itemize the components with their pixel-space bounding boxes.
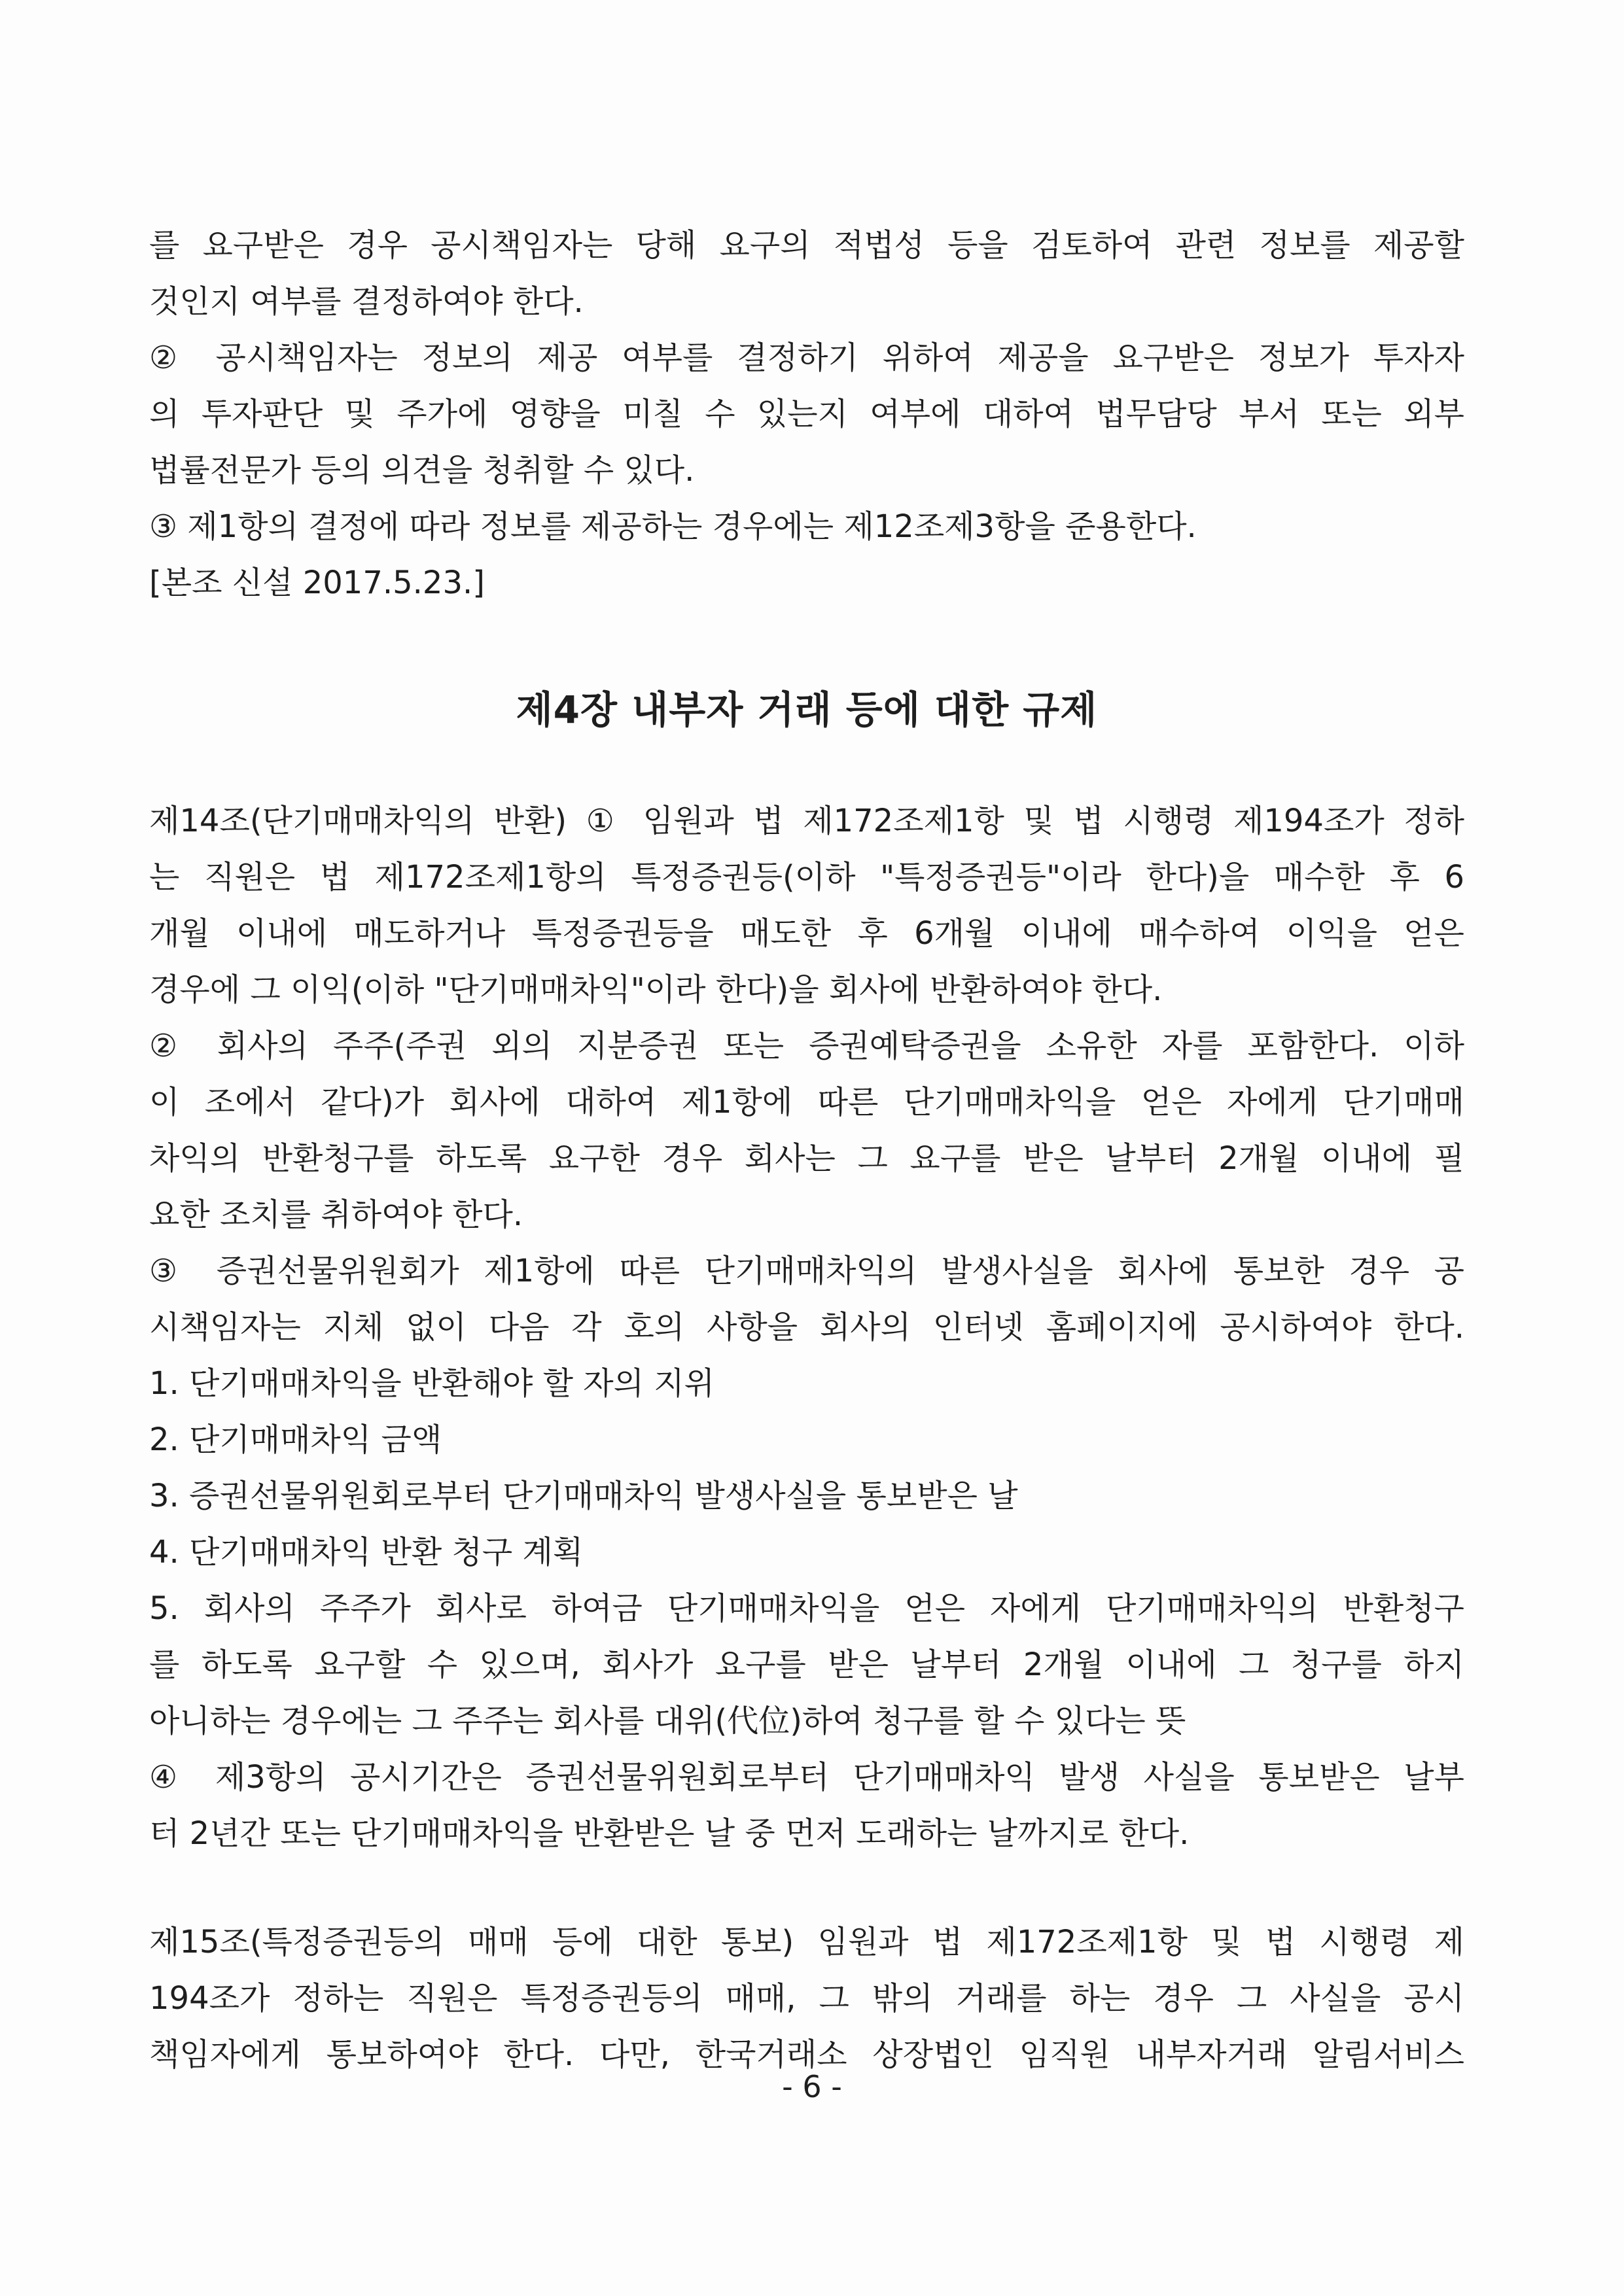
text-line: 법률전문가 등의 의견을 청취할 수 있다. <box>149 452 695 489</box>
page-number: - 6 - <box>782 2069 842 2104</box>
text-line: ② 공시책임자는 정보의 제공 여부를 결정하기 위하여 제공을 요구받은 정보가 투자자 <box>149 339 1464 376</box>
list-item: 5. 회사의 주주가 회사로 하여금 단기매매차익을 얻은 자에게 단기매매차익의 반환청구 <box>149 1590 1464 1627</box>
text-line: 를 요구받은 경우 공시책임자는 당해 요구의 적법성 등을 검토하여 관련 정보를 제공할 <box>149 227 1464 264</box>
text-line: 는 직원은 법 제172조제1항의 특정증권등(이하 "특정증권등"이라 한다)을 매수한 후 6 <box>149 859 1464 896</box>
text-line: 제15조(특정증권등의 매매 등에 대한 통보) 임원과 법 제172조제1항 및 법 시행령 제 <box>149 1924 1464 1960</box>
text-line: 제14조(단기매매차익의 반환) ① 임원과 법 제172조제1항 및 법 시행령 제194조가 정하 <box>149 803 1464 839</box>
text-line: ③ 제1항의 결정에 따라 정보를 제공하는 경우에는 제12조제3항을 준용한다. <box>149 508 1197 545</box>
text-line: ④ 제3항의 공시기간은 증권선물위원회로부터 단기매매차익 발생 사실을 통보받은 날부 <box>149 1759 1464 1796</box>
text-line: ③ 증권선물위원회가 제1항에 따른 단기매매차익의 발생사실을 회사에 통보한 경우 공 <box>149 1253 1464 1289</box>
text-line: 아니하는 경우에는 그 주주는 회사를 대위(代位)하여 청구를 할 수 있다는 뜻 <box>149 1703 1186 1739</box>
article-15 <box>149 1914 1464 2083</box>
list-item: 3. 증권선물위원회로부터 단기매매차익 발생사실을 통보받은 날 <box>149 1478 1018 1514</box>
list-item: 2. 단기매매차익 금액 <box>149 1421 442 1458</box>
text-line: 터 2년간 또는 단기매매차익을 반환받은 날 중 먼저 도래하는 날까지로 한다. <box>149 1815 1190 1852</box>
list-item: 4. 단기매매차익 반환 청구 계획 <box>149 1534 584 1571</box>
text-line: 194조가 정하는 직원은 특정증권등의 매매, 그 밖의 거래를 하는 경우 그 사실을 공시 <box>149 1980 1464 2017</box>
text-line: 이 조에서 같다)가 회사에 대하여 제1항에 따른 단기매매차익을 얻은 자에게 단기매매 <box>149 1084 1464 1121</box>
text-line: 요한 조치를 취하여야 한다. <box>149 1196 523 1233</box>
text-line: 경우에 그 이익(이하 "단기매매차익"이라 한다)을 회사에 반환하여야 한다. <box>149 971 1163 1008</box>
text-line: 차익의 반환청구를 하도록 요구한 경우 회사는 그 요구를 받은 날부터 2개월 이내에 필 <box>149 1140 1464 1177</box>
chapter-title: 제4장 내부자 거래 등에 대한 규제 <box>516 687 1098 732</box>
section-continuation <box>149 217 1464 611</box>
text-line: ② 회사의 주주(주권 외의 지분증권 또는 증권예탁증권을 소유한 자를 포함한다. 이하 <box>149 1028 1464 1064</box>
article-14 <box>149 793 1464 1862</box>
list-item: 1. 단기매매차익을 반환해야 할 자의 지위 <box>149 1365 715 1402</box>
text-line: [본조 신설 2017.5.23.] <box>149 565 485 601</box>
text-line: 것인지 여부를 결정하여야 한다. <box>149 283 584 320</box>
text-line: 의 투자판단 및 주가에 영향을 미칠 수 있는지 여부에 대하여 법무담당 부서 또는 외부 <box>149 396 1464 432</box>
text-line: 책임자에게 통보하여야 한다. 다만, 한국거래소 상장법인 임직원 내부자거래 알림서비스 <box>149 2036 1464 2073</box>
text-line: 를 하도록 요구할 수 있으며, 회사가 요구를 받은 날부터 2개월 이내에 그 청구를 하지 <box>149 1646 1464 1683</box>
text-line: 개월 이내에 매도하거나 특정증권등을 매도한 후 6개월 이내에 매수하여 이익을 얻은 <box>149 915 1464 952</box>
text-line: 시책임자는 지체 없이 다음 각 호의 사항을 회사의 인터넷 홈페이지에 공시하여야 한다. <box>149 1309 1464 1346</box>
